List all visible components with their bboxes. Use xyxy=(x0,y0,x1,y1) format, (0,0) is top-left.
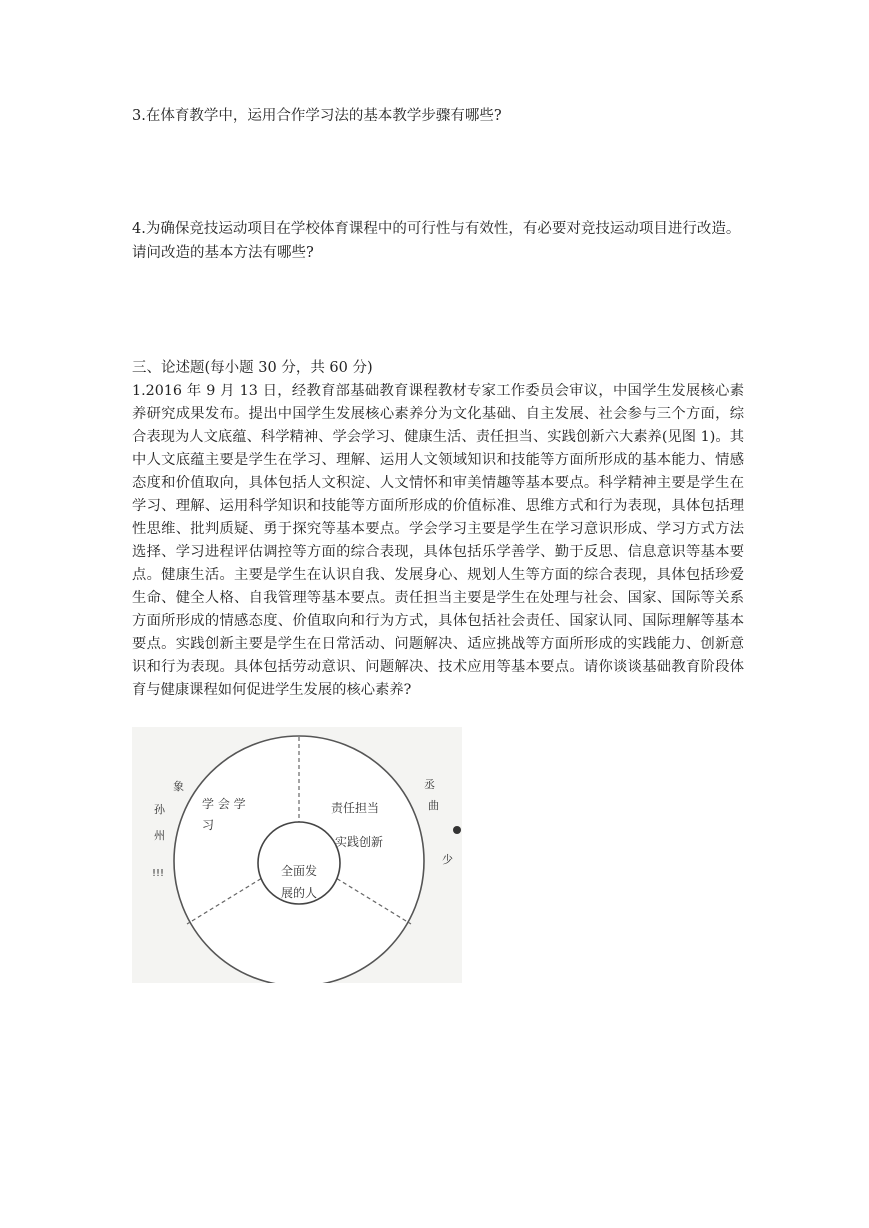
ink-blot xyxy=(453,826,461,834)
section-heading: 三、论述题(每小题 30 分，共 60 分) xyxy=(132,360,373,376)
right-segment-label-line2: 实践创新 xyxy=(335,835,384,849)
left-segment-label-line2: 习 xyxy=(202,818,215,832)
core-literacy-diagram xyxy=(132,727,462,983)
right-outer-char-2: 曲 xyxy=(428,799,439,812)
left-outer-char-4: !!! xyxy=(152,868,165,879)
center-label-line1: 全面发 xyxy=(280,864,318,878)
right-outer-char-3: 少 xyxy=(442,853,453,866)
question-4: 4.为确保竞技运动项目在学校体育课程中的可行性与有效性，有必要对竞技运动项目进行改造。请问改造的基本方法有哪些? xyxy=(132,221,741,261)
question-3: 3.在体育教学中，运用合作学习法的基本教学步骤有哪些? xyxy=(132,108,502,124)
left-outer-char-2: 孙 xyxy=(154,803,165,816)
left-outer-char-1: 象 xyxy=(173,780,184,793)
left-segment-label-line1: 学 会 学 xyxy=(202,797,246,811)
essay-question-1: 1.2016 年 9 月 13 日，经教育部基础教育课程教材专家工作委员会审议，中国学生发展核心素养研究成果发布。提出中国学生发展核心素养分为文化基础、自主发展、社会参与三个方面，综合表现为人文底蕴、科学精神、学会学习、健康生活、责任担当、实践创新六大素养(见图 1)。其中人文底蕴主要是学生在学习、理解、运用人文领域知识和技能等方面所形成的基本能力、情感态度和价值取向，具体包括人文积淀、人文情怀和审美情趣等基本要点。科学精神主要是学生在学习、理解、运用科学知识和技能等方面所形成的价值标准、思维方式和行为表现，具体包括理性思维、批判质疑、勇于探究等基本要点。学会学习主要是学生在学习意识形成、学习方式方法选择、学习进程评估调控等方面的综合表现，具体包括乐学善学、勤于反思、信息意识等基本要点。健康生活。主要是学生在认识自我、发展身心、规划人生等方面的综合表现，具体包括珍爱生命、健全人格、自我管理等基本要点。责任担当主要是学生在处理与社会、国家、国际等关系方面所形成的情感态度、价值取向和行为方式，具体包括社会责任、国家认同、国际理解等基本要点。实践创新主要是学生在日常活动、问题解决、适应挑战等方面所形成的实践能力、创新意识和行为表现。具体包括劳动意识、问题解决、技术应用等基本要点。请你谈谈基础教育阶段体育与健康课程如何促进学生发展的核心素养? xyxy=(132,383,744,698)
center-label-line2: 展的人 xyxy=(280,886,318,900)
left-outer-char-3: 州 xyxy=(154,829,165,842)
right-outer-char-1: 丞 xyxy=(424,778,435,791)
right-segment-label-line1: 责任担当 xyxy=(331,801,380,815)
